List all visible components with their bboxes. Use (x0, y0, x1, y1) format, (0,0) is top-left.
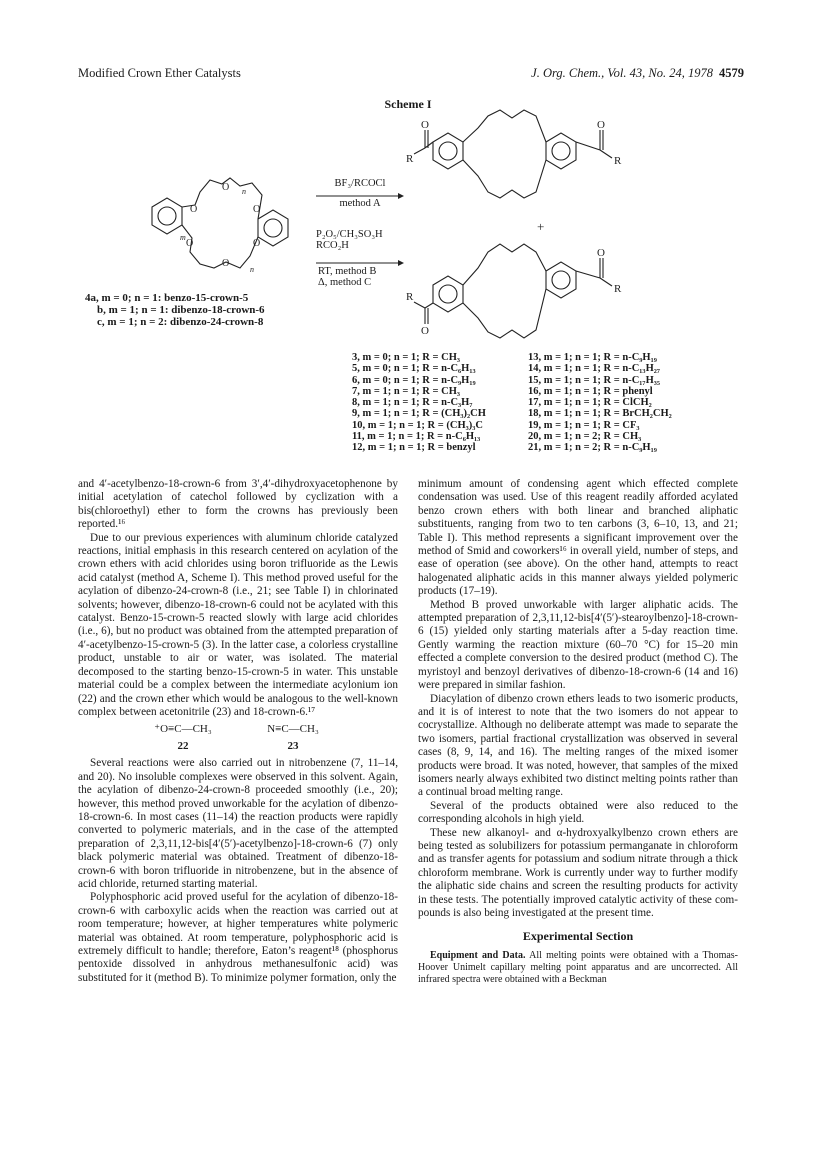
paragraph: Several reactions were also carried out in nitrobenzene (7, 11–14, and 20). No insoluble complexes were observed in this solvent. Again, the acylation of dibenzo-24-crown-8 proceeded smoothly (i.e., 20); however, this method proved unworkable for the acylation of dibenzo-18-crown-6. In most cases (11–14) the reaction products were rapidly converted to polymeric materials, and in the case of the attempted preparation of 2,3,11,12-bis[4′(5′)-acetylbenzo]-18-crown-6 (7) only black polymeric material was obtained. Treatment of dibenzo-18-crown-6 with boron trifluoride in nitrobenzene, but in the absence of acid chloride, returned starting material. (78, 757, 398, 890)
compound-number: 22 (177, 740, 189, 753)
compound-entry: 13, m = 1; n = 1; R = n-C₉H₁₉ (528, 352, 657, 363)
compound-entry: 15, m = 1; n = 1; R = n-C₁₇H₃₅ (528, 374, 661, 386)
paragraph: minimum amount of condensing agent which effected complete condensation was used. Use of this reagent readily afforded acylated benzo crown ethers with both linear and branched aliphatic substituents, ranging from two to ten carbons (3, 6–10, 13, and 21; Table I). This method represents a significant improvement over the method of Smid and coworkers¹⁶ in overall yield, number of steps, and ease of operation (see above). On the other hand, attempts to react halogenated aliphatic acids in this manner always yielded polymeric products (17–19). (418, 478, 738, 598)
svg-text:O: O (190, 204, 198, 215)
reagent-b-line2: RCO₂H (316, 240, 349, 251)
svg-text:R: R (406, 291, 414, 303)
svg-text:O: O (597, 247, 605, 259)
structure-formulas (78, 723, 398, 736)
structure-numbers (78, 740, 398, 753)
scheme-title: Scheme I (384, 97, 432, 111)
plus-sign: + (537, 219, 545, 234)
legend-line: c, m = 1; n = 2: dibenzo-24-crown-8 (97, 316, 264, 328)
legend-line: 4a, m = 0; n = 1: benzo-15-crown-5 (85, 292, 249, 304)
section-heading: Experimental Section (522, 929, 634, 944)
paragraph: Several of the products obtained were also reduced to the corresponding alcohols in high yield. (418, 799, 738, 826)
svg-text:n: n (250, 265, 254, 274)
reagent-b-line4: Δ, method C (318, 277, 372, 288)
svg-text:O: O (186, 238, 194, 249)
compound-entry: 7, m = 1; n = 1; R = CH₃ (352, 385, 461, 397)
acetonitrile-formula: N≡C—CH₃ (267, 723, 319, 736)
reagent-method-bc-bottom (318, 266, 376, 288)
left-column (78, 478, 398, 985)
compound-entry: 3, m = 0; n = 1; R = CH₃ (352, 352, 461, 363)
run-in-heading: Equipment and Data. (430, 949, 526, 961)
compound-entry: 19, m = 1; n = 1; R = CF₃ (528, 419, 640, 431)
svg-text:O: O (222, 182, 230, 193)
product-isomer-2 (406, 244, 622, 338)
compound-entry: 10, m = 1; n = 1; R = (CH₃)₃C (352, 419, 483, 431)
paragraph: These new alkanoyl- and α-hydroxyalkylbenzo crown ethers are being tested as solubilizers for potassium permanganate in chloroform and as transfer agents for potassium and sodium nitrate through a thick chloroform membrane. Work is currently under way to further modify the aliphatic side chains and screen the resulting products for activity in these tests. The potentially improved catalytic activity of these compounds is also being investigated at the present time. (418, 826, 738, 919)
paragraph: Diacylation of dibenzo crown ethers leads to two isomeric products, and it is of interest to note that the two isomers do not appear to cocrystallize. Although no deliberate attempt was made to separate the two isomers, partial fractional crystallization was observed in several cases (8, 9, 14, and 16). The melting ranges of the mixed isomer products were broad. It was noted, however, that samples of the mixed isomers nearly always exhibited two distinct melting points rather than a continual broad melting range. (418, 692, 738, 799)
reactant-legend (85, 292, 265, 328)
reagent-method-a-top: BF₃/RCOCl (334, 178, 386, 189)
paragraph: Polyphosphoric acid proved useful for the acylation of dibenzo-18-crown-6 with carboxylic acids when the reaction was carried out at room temperature; however, at higher temperatures white polymeric material was obtained. At room temperature, polyphosphoric acid is extremely difficult to handle; therefore, Eaton’s reagent¹⁸ (phosphorus pentoxide dissolved in anhydrous methanesulfonic acid) was substituted for it (method B). To minimize polymer formation, only the (78, 891, 398, 984)
paragraph: Due to our previous experiences with aluminum chloride catalyzed reactions, initial emphasis in this research centered on acylation of the crown ethers with acid chlorides using boron trifluoride as the Lewis acid catalyst (method A, Scheme I). This method proved useful for the acylation of dibenzo-24-crown-8 (i.e., 21; see Table I) in chlorinated solvents; however, dibenzo-18-crown-6 could not be acylated with this catalyst. Benzo-15-crown-5 reacted slowly with large acid chlorides (i.e., 6), but no product was obtained from the attempted preparation of 4′-acetylbenzo-15-crown-5 (3). In the latter case, a colorless crystalline product, unstable to air or water, was isolated. The material decomposed to the starting benzo-15-crown-5 in water. This unstable material could be a complex between the intermediate acylonium ion (22) and the crown ether which would be analogous to the well-known complex between acetonitrile (23) and 18-crown-6.¹⁷ (78, 531, 398, 718)
reagent-b-line3: RT, method B (318, 266, 377, 277)
compound-entry: 8, m = 1; n = 1; R = n-C₃H₇ (352, 397, 473, 409)
svg-text:O: O (253, 238, 261, 249)
compound-entry: 20, m = 1; n = 2; R = CH₃ (528, 431, 642, 443)
svg-text:n: n (242, 187, 246, 196)
svg-text:R: R (406, 153, 414, 165)
product-isomer-1 (406, 110, 622, 198)
experimental-text: All melting points were obtained with a Thomas-Hoover Unimelt capillary melting point apparatus and are uncorrected. All infrared spectra were obtained with a Beckman (418, 949, 739, 986)
running-title: Modified Crown Ether Catalysts (78, 66, 241, 80)
compound-entry: 18, m = 1; n = 1; R = BrCH₂CH₂ (528, 408, 672, 420)
compound-entry: 16, m = 1; n = 1; R = phenyl (528, 385, 653, 397)
svg-text:O: O (421, 119, 429, 131)
reagent-b-line1: P₂O₅/CH₃SO₃H (316, 229, 383, 240)
reactant-structure (152, 178, 288, 274)
journal-name: J. Org. Chem., Vol. 43, No. 24, 1978 (531, 66, 713, 80)
compound-entry: 12, m = 1; n = 1; R = benzyl (352, 442, 476, 454)
compound-entry: 14, m = 1; n = 1; R = n-C₁₃H₂₇ (528, 363, 661, 375)
svg-text:O: O (222, 258, 230, 269)
svg-text:O: O (421, 325, 429, 337)
page-number: 4579 (719, 66, 744, 80)
compound-list-left (352, 352, 486, 454)
compound-entry: 21, m = 1; n = 2; R = n-C₉H₁₉ (528, 442, 657, 454)
acylonium-formula: ⁺O≡C—CH₃ (154, 723, 212, 736)
compound-list-right (528, 352, 672, 454)
right-column (418, 478, 738, 986)
svg-text:R: R (614, 155, 622, 167)
svg-text:O: O (253, 204, 261, 215)
reagent-method-b-top (316, 229, 383, 251)
compound-entry: 17, m = 1; n = 1; R = ClCH₂ (528, 397, 652, 409)
compound-entry: 9, m = 1; n = 1; R = (CH₃)₂CH (352, 408, 486, 420)
legend-line: b, m = 1; n = 1: dibenzo-18-crown-6 (97, 304, 265, 316)
svg-text:m: m (180, 233, 186, 242)
paragraph: Method B proved unworkable with larger aliphatic acids. The attempted preparation of 2,3,11,12-bis[4′(5′)-stearoylbenzo]-18-crown-6 (15) yielded only starting materials after a 5-day reaction time. Gently warming the reaction mixture (60–70 °C) for 15–20 min effected a complete conversion to the desired product (method C). The myristoyl and benzoyl derivatives of dibenzo-18-crown-6 (14 and 16) were prepared in similar fashion. (418, 598, 738, 692)
compound-entry: 6, m = 0; n = 1; R = n-C₉H₁₉ (352, 374, 476, 386)
svg-text:O: O (597, 119, 605, 131)
paragraph: and 4′-acetylbenzo-18-crown-6 from 3′,4′-dihydroxyacetophenone by initial acetylation of catechol followed by cyclization with a bis(chloroethyl) ether to form the crowns has previously been reported.¹⁶ (78, 478, 398, 531)
compound-entry: 11, m = 1; n = 1; R = n-C₆H₁₃ (352, 431, 481, 443)
experimental-paragraph (418, 950, 738, 987)
compound-number: 23 (287, 740, 299, 753)
compound-entry: 5, m = 0; n = 1; R = n-C₆H₁₃ (352, 363, 476, 375)
reagent-method-a-bottom: method A (339, 198, 381, 209)
svg-text:R: R (614, 283, 622, 295)
